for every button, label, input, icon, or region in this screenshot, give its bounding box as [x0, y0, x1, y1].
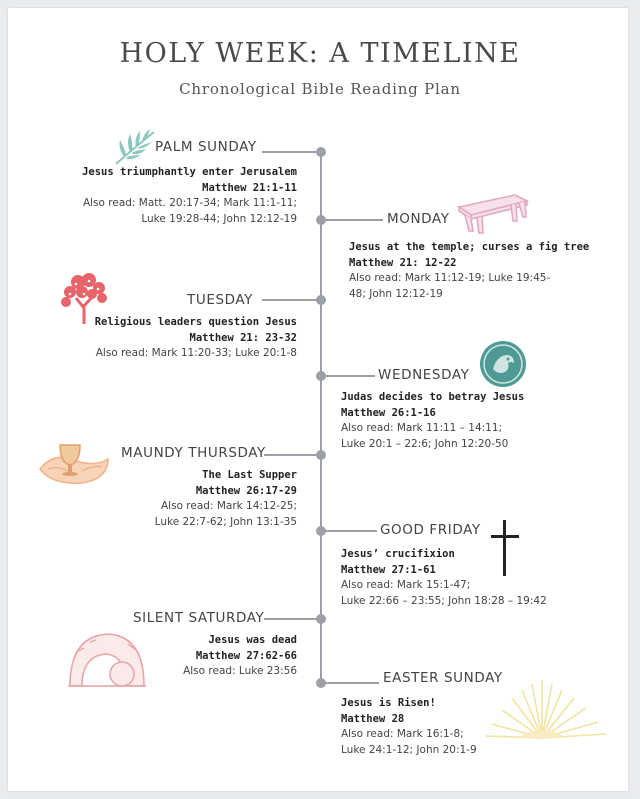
connector-wednesday	[321, 375, 375, 377]
also-read-line: Luke 22:66 – 23:55; John 18:28 – 19:42	[341, 594, 547, 607]
also-read-line: Also read: Matt. 20:17-34; Mark 11:1-11;	[82, 197, 297, 210]
day-name-silent-saturday: SILENT SATURDAY	[133, 610, 265, 626]
bread-and-cup-icon	[36, 439, 112, 489]
page-subtitle: Chronological Bible Reading Plan	[179, 80, 461, 98]
event-text: Jesus is Risen!	[341, 697, 436, 709]
also-read-line: Luke 20:1 – 22:6; John 12:20-50	[341, 437, 509, 450]
event-text: The Last Supper	[202, 469, 297, 481]
entry-monday	[349, 240, 599, 302]
also-read-line: Also read: Mark 11:20-33; Luke 20:1-8	[95, 347, 297, 360]
palm-branch-icon	[112, 128, 158, 168]
connector-silent-saturday	[264, 618, 318, 620]
sunburst-icon	[482, 676, 612, 746]
connector-good-friday	[321, 530, 377, 532]
also-read-line: Also read: Mark 11:12-19; Luke 19:45-	[349, 272, 551, 285]
tree-icon	[56, 272, 114, 326]
scripture-reference: Matthew 27:1-61	[341, 563, 436, 576]
also-read-line: Also read: Mark 14:12-25;	[160, 500, 297, 513]
day-name-easter-sunday: EASTER SUNDAY	[383, 670, 503, 686]
coin-icon	[478, 339, 528, 389]
day-name-tuesday: TUESDAY	[187, 292, 254, 308]
scripture-reference: Matthew 26:17-29	[195, 484, 297, 497]
bench-icon	[455, 189, 531, 235]
day-name-wednesday: WEDNESDAY	[378, 367, 470, 383]
timeline-axis	[320, 151, 322, 683]
also-read-line: Luke 19:28-44; John 12:12-19	[141, 212, 297, 225]
scripture-reference: Matthew 27:62-66	[195, 649, 297, 662]
also-read-line: Also read: Mark 16:1-8;	[341, 728, 464, 741]
scripture-reference: Matthew 21: 12-22	[349, 256, 457, 269]
entry-wednesday	[341, 390, 601, 452]
connector-tuesday	[262, 299, 318, 301]
scripture-reference: Matthew 21: 23-32	[189, 331, 297, 344]
scripture-reference: Matthew 26:1-16	[341, 406, 436, 419]
day-name-monday: MONDAY	[387, 211, 450, 227]
event-text: Judas decides to betray Jesus	[341, 391, 525, 403]
day-name-good-friday: GOOD FRIDAY	[380, 522, 481, 538]
connector-monday	[321, 219, 383, 221]
connector-easter-sunday	[321, 682, 379, 684]
also-read-line: Also read: Luke 23:56	[183, 665, 297, 678]
entry-tuesday	[7, 315, 297, 362]
scripture-reference: Matthew 21:1-11	[202, 181, 297, 194]
day-name-maundy-thursday: MAUNDY THURSDAY	[121, 445, 266, 461]
entry-palm-sunday	[7, 165, 297, 227]
event-text: Jesus at the temple; curses a fig tree	[349, 241, 590, 253]
entry-good-friday	[341, 547, 631, 609]
cross-icon	[488, 518, 522, 578]
event-text: Religious leaders question Jesus	[94, 316, 297, 328]
connector-maundy-thursday	[264, 454, 318, 456]
event-text: Jesus triumphantly enter Jerusalem	[82, 166, 297, 178]
also-read-line: 48; John 12:12-19	[349, 287, 443, 300]
also-read-line: Also read: Mark 11:11 – 14:11;	[341, 422, 503, 435]
day-name-palm-sunday: PALM SUNDAY	[155, 139, 257, 155]
also-read-line: Luke 24:1-12; John 20:1-9	[341, 743, 477, 756]
also-read-line: Also read: Mark 15:1-47;	[341, 579, 471, 592]
page-title: HOLY WEEK: A TIMELINE	[119, 38, 521, 69]
connector-palm-sunday	[262, 151, 318, 153]
event-text: Jesus was dead	[208, 634, 297, 646]
also-read-line: Luke 22:7-62; John 13:1-35	[154, 515, 297, 528]
scripture-reference: Matthew 28	[341, 712, 405, 725]
tomb-icon	[66, 630, 148, 690]
event-text: Jesus’ crucifixion	[341, 548, 455, 560]
